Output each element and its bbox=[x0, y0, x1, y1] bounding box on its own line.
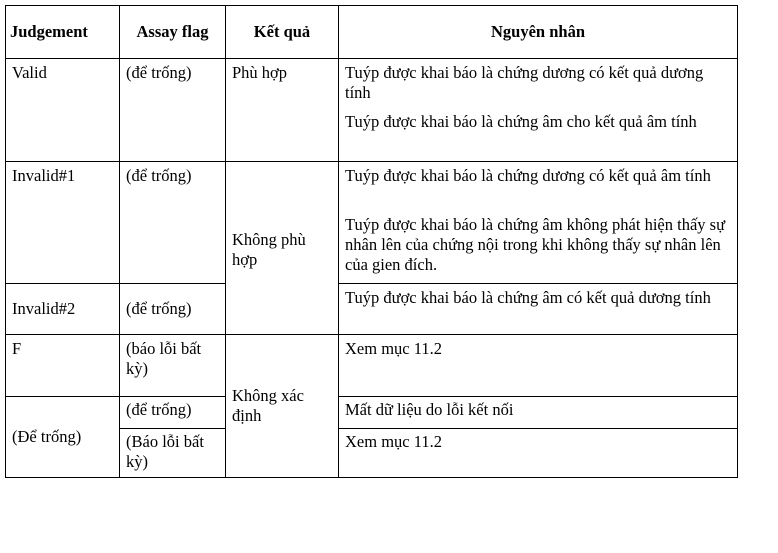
flag-f: (báo lỗi bất kỳ) bbox=[120, 335, 226, 397]
table-row-invalid1 bbox=[6, 162, 738, 213]
reason-blank-2: Xem mục 11.2 bbox=[339, 429, 738, 478]
flag-blank-1: (để trống) bbox=[120, 397, 226, 429]
table-row-blank-1 bbox=[6, 397, 738, 429]
header-row bbox=[6, 6, 738, 59]
judgement-invalid1: Invalid#1 bbox=[6, 162, 120, 284]
header-judgement: Judgement bbox=[6, 6, 120, 59]
table-row-invalid2 bbox=[6, 284, 738, 335]
reason-invalid1-2: Tuýp được khai báo là chứng âm không phát hiện thấy sự nhân lên của chứng nội trong khi không thấy sự nhân lên của gien đích. bbox=[339, 212, 738, 284]
flag-invalid1: (để trống) bbox=[120, 162, 226, 284]
judgement-f: F bbox=[6, 335, 120, 397]
ket-qua-phu-hop: Phù hợp bbox=[226, 59, 339, 162]
judgement-invalid2: Invalid#2 bbox=[6, 284, 120, 335]
reason-f: Xem mục 11.2 bbox=[339, 335, 738, 397]
reason-valid-1: Tuýp được khai báo là chứng dương có kết quả dương tính bbox=[339, 59, 738, 110]
flag-valid: (để trống) bbox=[120, 59, 226, 162]
ket-qua-khong-xac-dinh: Không xác định bbox=[226, 335, 339, 478]
reason-blank-1: Mất dữ liệu do lỗi kết nối bbox=[339, 397, 738, 429]
reason-valid-2: Tuýp được khai báo là chứng âm cho kết quả âm tính bbox=[339, 109, 738, 162]
table-row-valid bbox=[6, 59, 738, 110]
judgement-table bbox=[5, 5, 738, 478]
reason-invalid1-1: Tuýp được khai báo là chứng dương có kết quả âm tính bbox=[339, 162, 738, 213]
ket-qua-khong-phu-hop: Không phù hợp bbox=[226, 162, 339, 335]
reason-invalid2: Tuýp được khai báo là chứng âm có kết quả dương tính bbox=[339, 284, 738, 335]
header-ket-qua: Kết quả bbox=[226, 6, 339, 59]
flag-blank-2: (Báo lỗi bất kỳ) bbox=[120, 429, 226, 478]
header-assay-flag: Assay flag bbox=[120, 6, 226, 59]
judgement-valid: Valid bbox=[6, 59, 120, 162]
header-nguyen-nhan: Nguyên nhân bbox=[339, 6, 738, 59]
table-row-f bbox=[6, 335, 738, 397]
judgement-blank: (Để trống) bbox=[6, 397, 120, 478]
flag-invalid2: (để trống) bbox=[120, 284, 226, 335]
